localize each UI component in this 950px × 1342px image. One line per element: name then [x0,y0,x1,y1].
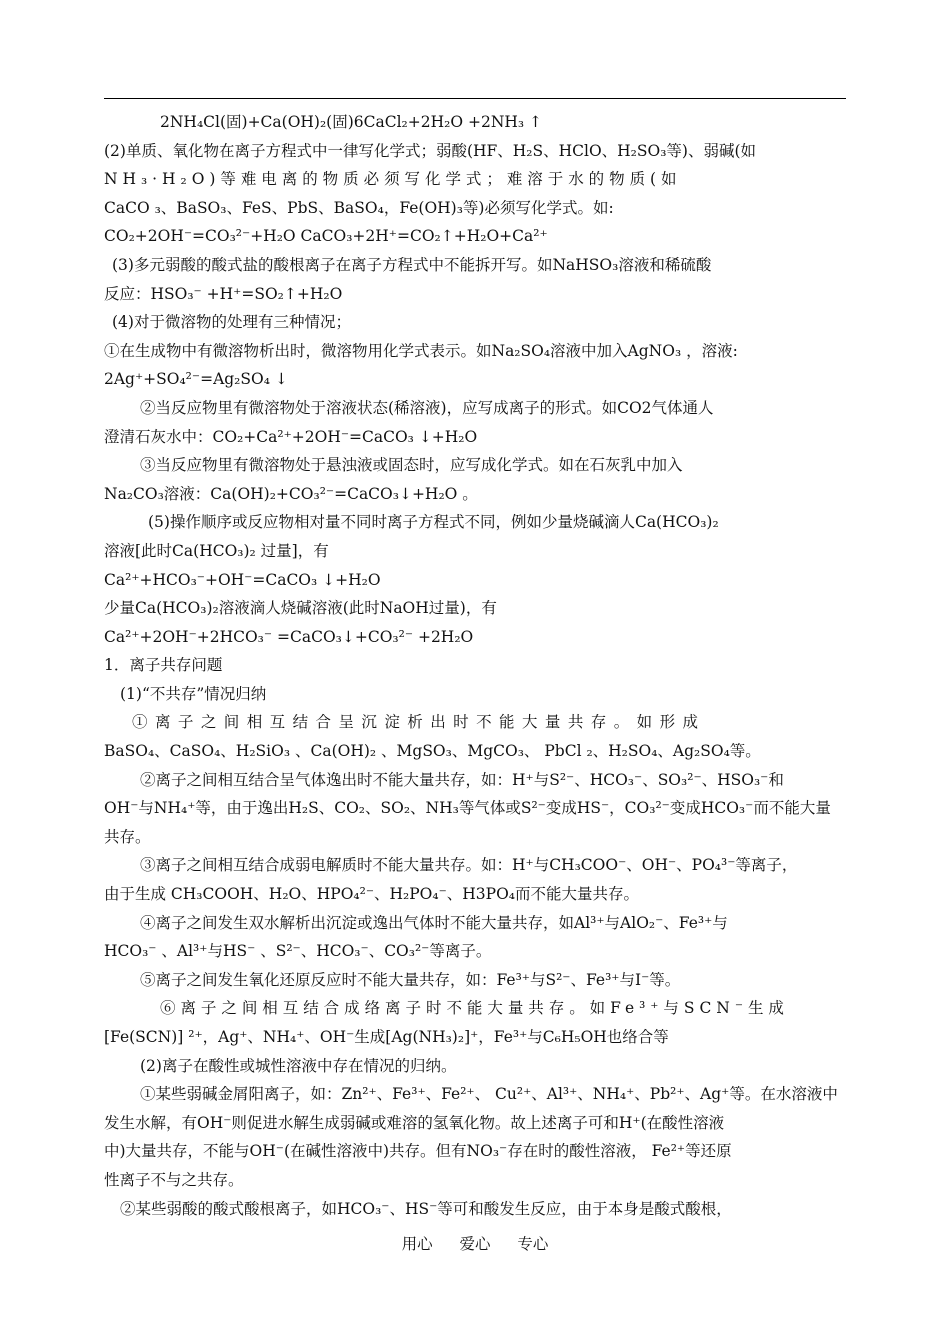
subsection-heading: (2)离子在酸性或城性溶液中存在情况的归纳。 [140,1056,457,1075]
text-line: 由于生成 CH₃COOH、H₂O、HPO₄²⁻、H₂PO₄⁻、H3PO₄而不能大量共存。 [104,885,640,904]
text-line: ③离子之间相互结合成弱电解质时不能大量共存。如：H⁺与CH₃COO⁻、OH⁻、PO₄³⁻等离子， [140,856,798,875]
text-line: ②某些弱酸的酸式酸根离子，如HCO₃⁻、HS⁻等可和酸发生反应，由于本身是酸式酸根， [120,1199,732,1218]
text-line: HCO₃⁻ 、Al³⁺与HS⁻ 、S²⁻、HCO₃⁻、CO₃²⁻等离子。 [104,942,492,961]
text-line: BaSO₄、CaSO₄、H₂SiO₃ 、Ca(OH)₂ 、MgSO₃、MgCO₃、 PbCl ₂、H₂SO₄、Ag₂SO₄等。 [104,742,761,761]
text-line: 中)大量共存，不能与OH⁻(在碱性溶液中)共存。但有NO₃⁻存在时的酸性溶液， Fe²⁺等还原 [104,1142,732,1161]
text-line: ③当反应物里有微溶物处于悬浊液或固态时，应写成化学式。如在石灰乳中加入 [140,456,683,475]
text-line: ②离子之间相互结合呈气体逸出时不能大量共存，如：H⁺与S²⁻、HCO₃⁻、SO₃²⁻、HSO₃⁻和 [140,770,784,789]
text-line: 澄清石灰水中：CO₂+Ca²⁺+2OH⁻=CaCO₃ ↓+H₂O [104,427,478,446]
text-line: ①在生成物中有微溶物析出时，微溶物用化学式表示。如Na₂SO₄溶液中加入AgNO₃ ，溶液: [104,341,738,360]
document-body [104,108,846,1223]
text-line: Ca²⁺+2OH⁻+2HCO₃⁻ =CaCO₃↓+CO₃²⁻ +2H₂O [104,627,474,646]
text-line: ⑥离子之间相互结合成络离子时不能大量共存。如Fe³⁺与SCN⁻生成 [160,999,789,1018]
text-line: [Fe(SCN)] ²⁺，Ag⁺、NH₄⁺、OH⁻生成[Ag(NH₃)₂]⁺，Fe³⁺与C₆H₅OH也络合等 [104,1028,669,1046]
text-line: (3)多元弱酸的酸式盐的酸根离子在离子方程式中不能拆开写。如NaHSO₃溶液和稀硫酸 [112,255,712,274]
text-line: ①某些弱碱金屑阳离子，如：Zn²⁺、Fe³⁺、Fe²⁺、 Cu²⁺、Al³⁺、NH₄⁺、Pb²⁺、Ag⁺等。在水溶液中 [140,1085,838,1104]
text-line: ⑤离子之间发生氧化还原反应时不能大量共存，如：Fe³⁺与S²⁻、Fe³⁺与I⁻等。 [140,970,681,989]
text-line: Na₂CO₃溶液：Ca(OH)₂+CO₃²⁻=CaCO₃↓+H₂O 。 [104,484,478,503]
text-line: Ca²⁺+HCO₃⁻+OH⁻=CaCO₃ ↓+H₂O [104,570,381,589]
text-line: (2)单质、氧化物在离子方程式中一律写化学式；弱酸(HF、H₂S、HClO、H₂SO₃等)、弱碱(如 [104,141,757,160]
text-line: NH₃·H₂O)等难电离的物质必须写化学式；难溶于水的物质(如 [104,170,682,189]
subsection-heading: (1)“不共存”情况归纳 [120,684,267,703]
text-line: 2NH₄Cl(固)+Ca(OH)₂(固)6CaCl₂+2H₂O +2NH₃ ↑ [160,113,543,131]
text-line: ①离子之间相互结合呈沉淀析出时不能大量共存。如形成 [132,713,706,732]
text-line: (4)对于微溶物的处理有三种情况； [112,313,351,332]
text-line: OH⁻与NH₄⁺等，由于逸出H₂S、CO₂、SO₂、NH₃等气体或S²⁻变成HS⁻，CO₃²⁻变成HCO₃⁻而不能大量 [104,799,831,818]
text-line: ②当反应物里有微溶物处于溶液状态(稀溶液)，应写成离子的形式。如CO2气体通人 [140,398,714,417]
text-line: 性离子不与之共存。 [104,1170,244,1189]
text-line: CaCO ₃、BaSO₃、FeS、PbS、BaSO₄，Fe(OH)₃等)必须写化学式。如: [104,198,614,217]
text-line: 2Ag⁺+SO₄²⁻=Ag₂SO₄ ↓ [104,370,288,389]
text-line: ④离子之间发生双水解析出沉淀或逸出气体时不能大量共存，如Al³⁺与AlO₂⁻、Fe³⁺与 [140,913,728,932]
text-line: 发生水解，有OH⁻则促进水解生成弱碱或难溶的氢氧化物。故上述离子可和H⁺(在酸性溶液 [104,1113,725,1132]
text-line: (5)操作顺序或反应物相对量不同时离子方程式不同，例如少量烧碱滴人Ca(HCO₃)₂ [148,513,719,532]
page-footer: 用心 爱心 专心 [401,1235,549,1253]
section-heading: 1．离子共存问题 [104,656,223,675]
text-line: 反应：HSO₃⁻ +H⁺=SO₂↑+H₂O [104,284,343,303]
text-line: 溶液[此时Ca(HCO₃)₂ 过量]，有 [104,541,329,560]
text-line: CO₂+2OH⁻=CO₃²⁻+H₂O CaCO₃+2H⁺=CO₂↑+H₂O+Ca²⁺ [104,227,548,246]
text-line: 少量Ca(HCO₃)₂溶液滴人烧碱溶液(此时NaOH过量)，有 [104,599,497,618]
header-rule [104,98,846,99]
text-line: 共存。 [104,827,151,846]
